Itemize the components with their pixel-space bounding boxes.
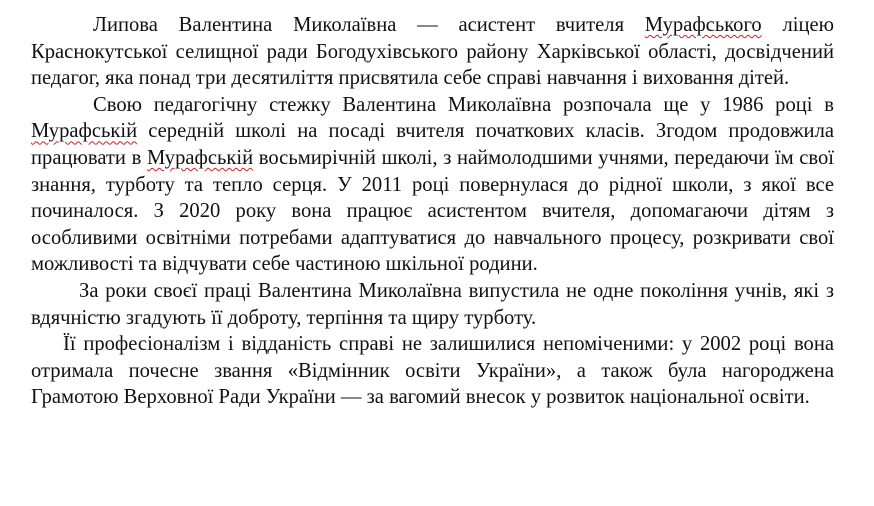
paragraph-awards: Її професіоналізм і відданість справі не залишилися непоміченими: у 2002 році вона отримала почесне звання «Відмінник освіти України», а також була нагороджена Грамотою Верховної Ради України — за вагомий внесок у розвиток національної освіти. bbox=[31, 333, 834, 409]
text-run: восьмирічній школі, з наймолодшими учнями, передаючи їм свої знання, турботу та тепло серця. У 2011 році повернулася до рідної школи, з якої все починалося. З 2020 року вона працює асистентом вчителя, допомагаючи дітям з особливими освітніми потребами адаптуватися до навчального процесу, розкривати свої можливості та відчувати себе частиною шкільної родини. bbox=[31, 146, 835, 276]
paragraph-career bbox=[31, 92, 834, 278]
misspelled-word: Мурафській bbox=[31, 120, 138, 143]
document-body bbox=[31, 12, 834, 411]
text-run: середній школі на посаді вчителя початкових класів. Згодом продовжила працювати в bbox=[31, 120, 834, 169]
text-run: ліцею Краснокутської селищної ради Богодухівського району Харківської області, досвідчений педагог, яка понад три десятиліття присвятила себе справі навчання і виховання дітей. bbox=[31, 14, 834, 90]
misspelled-word: Мурафській bbox=[146, 146, 254, 169]
text-run: Липова Валентина Миколаївна — асистент вчителя bbox=[93, 14, 645, 36]
text-run: Свою педагогічну стежку Валентина Миколаївна розпочала ще у 1986 році в bbox=[93, 93, 834, 116]
paragraph-graduates: За роки своєї праці Валентина Миколаївна випустила не одне покоління учнів, які з вдячністю згадують її доброту, терпіння та щиру турботу. bbox=[31, 279, 834, 329]
misspelled-word: Мурафського bbox=[644, 14, 762, 36]
paragraph-introduction bbox=[31, 12, 834, 92]
